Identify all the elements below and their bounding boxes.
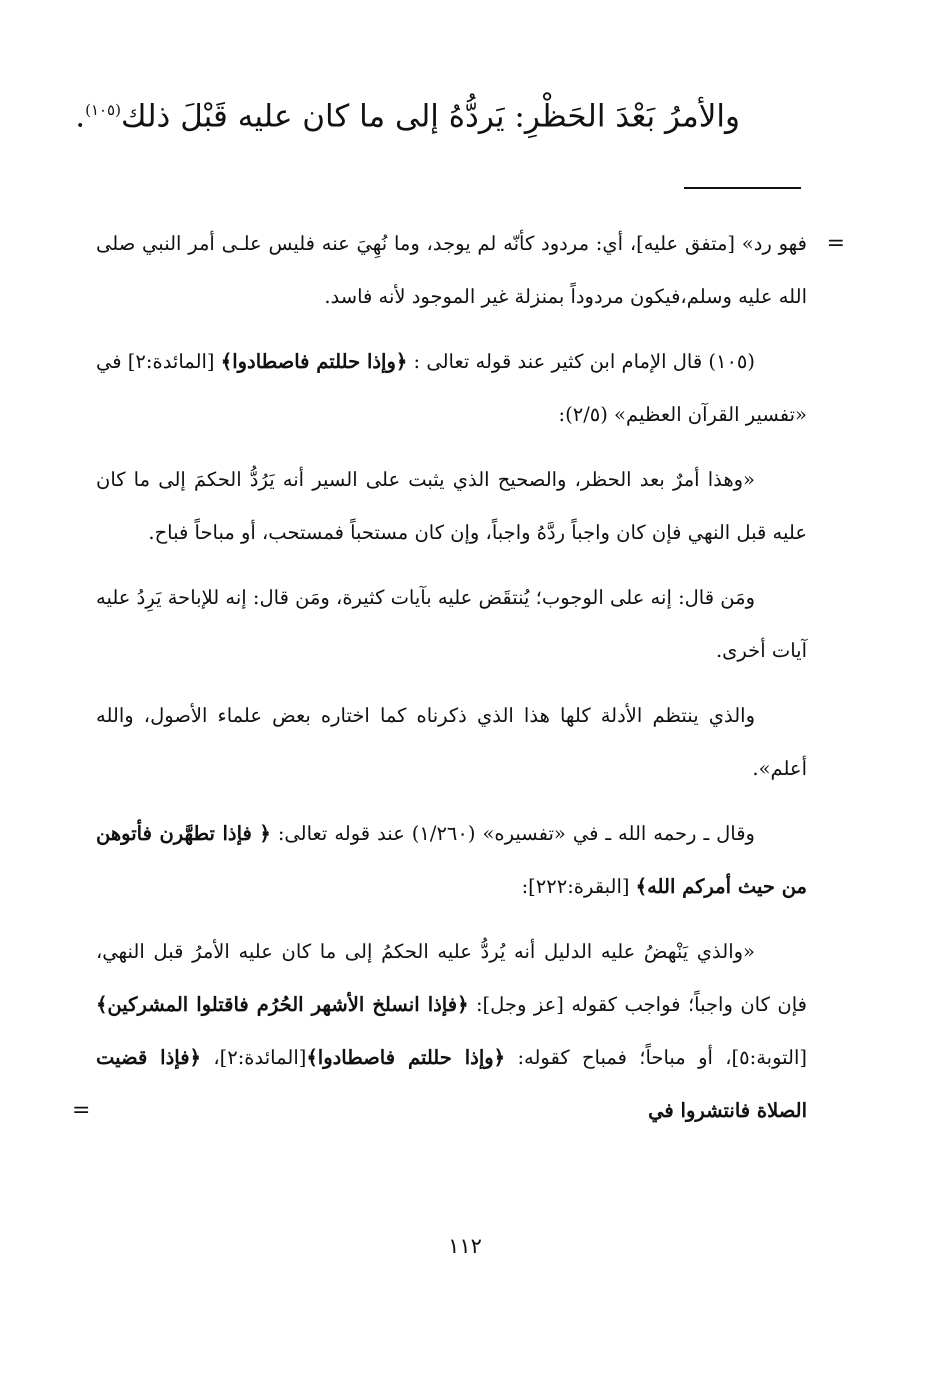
quote-paragraph-3: والذي ينتظم الأدلة كلها هذا الذي ذكرناه كما اختاره بعض علماء الأصول، والله أعلم».	[96, 704, 807, 780]
quote-paragraph-2: ومَن قال: إنه على الوجوب؛ يُنتقَض عليه بآيات كثيرة، ومَن قال: إنه للإباحة يَرِدُ عليه آيات أخرى.	[96, 586, 807, 662]
ruling-text-3: [المائدة:٢]،	[213, 1046, 307, 1069]
main-verse-line	[75, 86, 740, 140]
main-verse-end-mark: .	[75, 98, 86, 135]
continued-mark: =	[72, 1098, 91, 1123]
footnote-continuation	[96, 217, 845, 323]
main-verse-text: والأمرُ بَعْدَ الحَظْرِ: يَردُّهُ إلى ما كان عليه قَبْلَ ذلك	[120, 98, 740, 135]
footnote-marker: (١٠٥)	[85, 101, 121, 119]
tafsir-ref: [البقرة:٢٢٢]:	[521, 875, 630, 898]
continuation-text: فهو رد» [متفق عليه]، أي: مردود كأنّه لم يوجد، وما نُهِيَ عنه فليس علـى أمر النبي صلى الله عليه وسلم،فيكون مردوداً بمنزلة غير الموجود لأنه فاسد.	[96, 232, 807, 308]
footnotes-block	[72, 217, 845, 1149]
ruling-verse-3: ﴿فإذا قضيت الصلاة فانتشروا في	[96, 1046, 807, 1122]
footnote-105-ref: [المائدة:٢] في «تفسير القرآن العظيم» (٢/٥):	[96, 350, 807, 426]
footnote-105	[96, 335, 807, 441]
ruling-text-2: [التوبة:٥]، أو مباحاً؛ فمباح كقوله:	[517, 1046, 808, 1069]
tafsir-verse: ﴿ فإذا تطهَّرن فأتوهن من حيث أمركم الله﴾	[96, 822, 807, 898]
page-number: ١١٢	[448, 1234, 482, 1258]
tafsir-intro-text: وقال ـ رحمه الله ـ في «تفسيره» (١/٢٦٠) عند قوله تعالى:	[277, 822, 755, 845]
paragraph-ruling	[72, 925, 808, 1137]
paragraph-tafsir-intro	[96, 807, 807, 913]
continuation-mark: =	[826, 231, 845, 256]
footnote-separator	[684, 187, 801, 189]
ruling-verse-1: ﴿فإذا انسلخ الأشهر الحُرُم فاقتلوا المشركين﴾	[96, 993, 469, 1016]
footnote-105-intro: (١٠٥) قال الإمام ابن كثير عند قوله تعالى :	[413, 350, 756, 373]
ruling-verse-2: ﴿وإذا حللتم فاصطادوا﴾	[306, 1046, 506, 1069]
ruling-text-1: «والذي يَنْهضُ عليه الدليل أنه يُردُّ عليه الحكمُ إلى ما كان عليه الأمرُ قبل النهي، فإن كان واجباً؛ فواجب كقوله [عز وجل]:	[96, 940, 807, 1016]
quote-paragraph-1: «وهذا أمرٌ بعد الحظر، والصحيح الذي يثبت على السير أنه يَرُدُّ الحكمَ إلى ما كان عليه قبل النهي فإن كان واجباً ردَّهُ واجباً، وإن كان مستحباً فمستحب، أو مباحاً فباح.	[96, 468, 807, 544]
footnote-105-verse: ﴿وإذا حللتم فاصطادوا﴾	[220, 350, 408, 373]
